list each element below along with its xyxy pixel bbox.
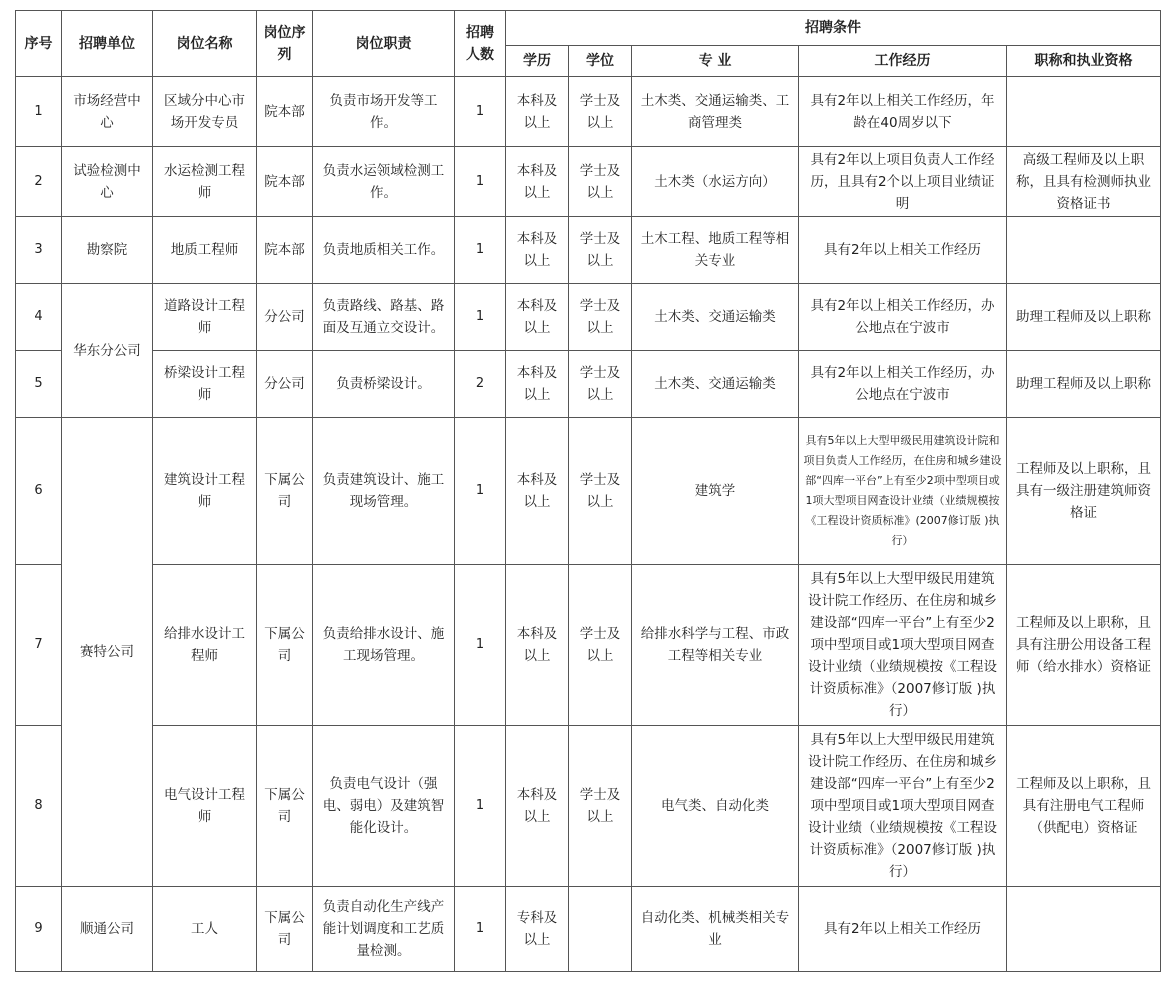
unit-cell: 勘察院: [62, 217, 153, 284]
table-row: [16, 565, 1161, 726]
table-row: [16, 726, 1161, 887]
table-row: [16, 418, 1161, 565]
education-cell: 专科及以上: [506, 887, 569, 972]
qualification-cell: [1007, 217, 1161, 284]
position-cell: 电气设计工程师: [153, 726, 257, 887]
header-major: 专 业: [632, 46, 799, 77]
experience-cell: 具有2年以上项目负责人工作经历，且具有2个以上项目业绩证明: [799, 147, 1007, 217]
degree-cell: 学士及以上: [569, 726, 632, 887]
qualification-cell: 工程师及以上职称，且具有注册公用设备工程师（给水排水）资格证: [1007, 565, 1161, 726]
education-cell: 本科及以上: [506, 418, 569, 565]
qualification-cell: [1007, 77, 1161, 147]
position-cell: 区域分中心市场开发专员: [153, 77, 257, 147]
seq-cell: 8: [16, 726, 62, 887]
education-cell: 本科及以上: [506, 77, 569, 147]
count-cell: 1: [455, 565, 506, 726]
education-cell: 本科及以上: [506, 565, 569, 726]
unit-cell: 试验检测中心: [62, 147, 153, 217]
experience-cell: 具有5年以上大型甲级民用建筑设计院工作经历、在住房和城乡建设部“四库一平台”上有至少2项中型项目或1项大型项目网查设计业绩（业绩规模按《工程设计资质标准》（2007修订版 )执行）: [799, 565, 1007, 726]
header-duty: 岗位职责: [313, 11, 455, 77]
experience-cell: 具有2年以上相关工作经历，年龄在40周岁以下: [799, 77, 1007, 147]
sequence-cell: 下属公司: [257, 418, 313, 565]
education-cell: 本科及以上: [506, 726, 569, 887]
duty-cell: 负责电气设计（强电、弱电）及建筑智能化设计。: [313, 726, 455, 887]
unit-cell: 顺通公司: [62, 887, 153, 972]
position-cell: 水运检测工程师: [153, 147, 257, 217]
major-cell: 土木类、交通运输类、工商管理类: [632, 77, 799, 147]
duty-cell: 负责建筑设计、施工现场管理。: [313, 418, 455, 565]
count-cell: 1: [455, 217, 506, 284]
duty-cell: 负责市场开发等工作。: [313, 77, 455, 147]
experience-cell: 具有2年以上相关工作经历，办公地点在宁波市: [799, 284, 1007, 351]
header-row-1: [16, 11, 1161, 46]
qualification-cell: 工程师及以上职称，且具有注册电气工程师（供配电）资格证: [1007, 726, 1161, 887]
major-cell: 自动化类、机械类相关专业: [632, 887, 799, 972]
table-row: [16, 887, 1161, 972]
position-cell: 桥梁设计工程师: [153, 351, 257, 418]
table-row: [16, 77, 1161, 147]
degree-cell: 学士及以上: [569, 418, 632, 565]
sequence-cell: 分公司: [257, 351, 313, 418]
qualification-cell: 高级工程师及以上职称，且具有检测师执业资格证书: [1007, 147, 1161, 217]
duty-cell: 负责水运领域检测工作。: [313, 147, 455, 217]
major-cell: 给排水科学与工程、市政工程等相关专业: [632, 565, 799, 726]
degree-cell: 学士及以上: [569, 147, 632, 217]
seq-cell: 3: [16, 217, 62, 284]
count-cell: 1: [455, 284, 506, 351]
header-sequence: 岗位序列: [257, 11, 313, 77]
table-row: [16, 284, 1161, 351]
seq-cell: 7: [16, 565, 62, 726]
degree-cell: 学士及以上: [569, 77, 632, 147]
qualification-cell: 工程师及以上职称，且具有一级注册建筑师资格证: [1007, 418, 1161, 565]
count-cell: 1: [455, 77, 506, 147]
position-cell: 给排水设计工程师: [153, 565, 257, 726]
count-cell: 1: [455, 418, 506, 565]
recruitment-table: [15, 10, 1161, 972]
seq-cell: 1: [16, 77, 62, 147]
header-unit: 招聘单位: [62, 11, 153, 77]
experience-cell: 具有2年以上相关工作经历，办公地点在宁波市: [799, 351, 1007, 418]
duty-cell: 负责自动化生产线产能计划调度和工艺质量检测。: [313, 887, 455, 972]
sequence-cell: 院本部: [257, 147, 313, 217]
position-cell: 建筑设计工程师: [153, 418, 257, 565]
major-cell: 土木类、交通运输类: [632, 351, 799, 418]
duty-cell: 负责桥梁设计。: [313, 351, 455, 418]
sequence-cell: 院本部: [257, 217, 313, 284]
table-row: [16, 217, 1161, 284]
seq-cell: 6: [16, 418, 62, 565]
unit-cell: 华东分公司: [62, 284, 153, 418]
experience-cell: 具有2年以上相关工作经历: [799, 217, 1007, 284]
experience-cell: 具有5年以上大型甲级民用建筑设计院和项目负责人工作经历，在住房和城乡建设部“四库一平台”上有至少2项中型项目或1项大型项目网查设计业绩（业绩规模按《工程设计资质标准》(2007修订版 )执行）: [799, 418, 1007, 565]
table-row: [16, 351, 1161, 418]
duty-cell: 负责地质相关工作。: [313, 217, 455, 284]
unit-cell: 赛特公司: [62, 418, 153, 887]
header-conditions: 招聘条件: [506, 11, 1161, 46]
degree-cell: [569, 887, 632, 972]
header-position: 岗位名称: [153, 11, 257, 77]
education-cell: 本科及以上: [506, 351, 569, 418]
major-cell: 建筑学: [632, 418, 799, 565]
unit-cell: 市场经营中心: [62, 77, 153, 147]
header-qualification: 职称和执业资格: [1007, 46, 1161, 77]
position-cell: 道路设计工程师: [153, 284, 257, 351]
degree-cell: 学士及以上: [569, 217, 632, 284]
qualification-cell: 助理工程师及以上职称: [1007, 351, 1161, 418]
seq-cell: 4: [16, 284, 62, 351]
header-degree: 学位: [569, 46, 632, 77]
sequence-cell: 下属公司: [257, 726, 313, 887]
sequence-cell: 下属公司: [257, 887, 313, 972]
major-cell: 土木类（水运方向）: [632, 147, 799, 217]
experience-cell: 具有5年以上大型甲级民用建筑设计院工作经历、在住房和城乡建设部“四库一平台”上有至少2项中型项目或1项大型项目网查设计业绩（业绩规模按《工程设计资质标准》（2007修订版 )执行）: [799, 726, 1007, 887]
count-cell: 1: [455, 147, 506, 217]
education-cell: 本科及以上: [506, 284, 569, 351]
sequence-cell: 分公司: [257, 284, 313, 351]
seq-cell: 2: [16, 147, 62, 217]
degree-cell: 学士及以上: [569, 284, 632, 351]
degree-cell: 学士及以上: [569, 351, 632, 418]
major-cell: 土木类、交通运输类: [632, 284, 799, 351]
education-cell: 本科及以上: [506, 217, 569, 284]
duty-cell: 负责给排水设计、施工现场管理。: [313, 565, 455, 726]
degree-cell: 学士及以上: [569, 565, 632, 726]
header-count: 招聘人数: [455, 11, 506, 77]
table-row: [16, 147, 1161, 217]
education-cell: 本科及以上: [506, 147, 569, 217]
sequence-cell: 院本部: [257, 77, 313, 147]
seq-cell: 5: [16, 351, 62, 418]
qualification-cell: [1007, 887, 1161, 972]
position-cell: 地质工程师: [153, 217, 257, 284]
major-cell: 土木工程、地质工程等相关专业: [632, 217, 799, 284]
count-cell: 2: [455, 351, 506, 418]
header-education: 学历: [506, 46, 569, 77]
count-cell: 1: [455, 726, 506, 887]
duty-cell: 负责路线、路基、路面及互通立交设计。: [313, 284, 455, 351]
header-seq: 序号: [16, 11, 62, 77]
sequence-cell: 下属公司: [257, 565, 313, 726]
count-cell: 1: [455, 887, 506, 972]
qualification-cell: 助理工程师及以上职称: [1007, 284, 1161, 351]
seq-cell: 9: [16, 887, 62, 972]
experience-cell: 具有2年以上相关工作经历: [799, 887, 1007, 972]
header-experience: 工作经历: [799, 46, 1007, 77]
position-cell: 工人: [153, 887, 257, 972]
major-cell: 电气类、自动化类: [632, 726, 799, 887]
